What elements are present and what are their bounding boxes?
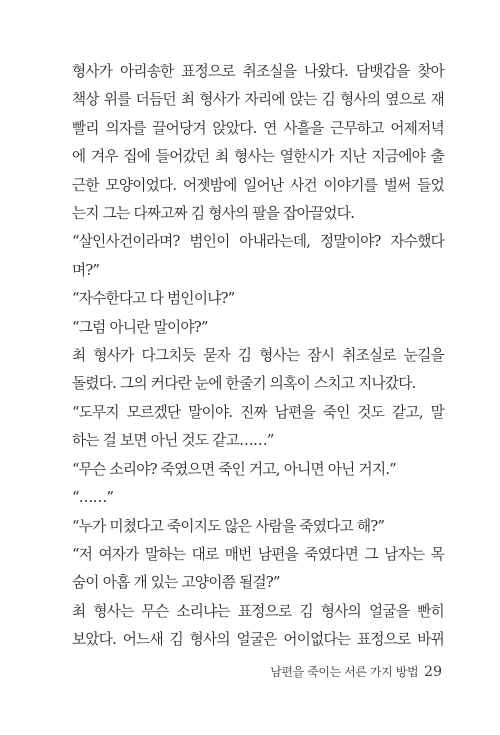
text-line: 책상 위를 더듬던 최 형사가 자리에 앉는 김 형사의 옆으로 재 — [72, 91, 444, 109]
text-line: 보았다. 어느새 김 형사의 얼굴은 어이없다는 표정으로 바뀌 — [72, 631, 444, 649]
text-line: “자수한다고 다 범인이냐?” — [72, 290, 235, 308]
dialogue-paragraph — [72, 484, 444, 512]
text-line: 며?” — [72, 261, 100, 279]
text-line: “무슨 소리야? 죽였으면 죽인 거고, 아니면 아닌 거지.” — [72, 460, 397, 478]
paragraph — [72, 598, 444, 655]
dialogue-paragraph — [72, 513, 444, 541]
paragraph — [72, 342, 444, 399]
dialogue-paragraph — [72, 541, 444, 598]
text-line: 하는 걸 보면 아닌 것도 같고……” — [72, 432, 274, 450]
body-text — [72, 58, 444, 655]
text-line: 돌렸다. 그의 커다란 눈에 한줄기 의혹이 스치고 지나갔다. — [72, 375, 416, 393]
paragraph — [72, 58, 444, 228]
text-line: 근한 모양이었다. 어젯밤에 일어난 사건 이야기를 벌써 들었 — [72, 176, 444, 194]
text-line: “그럼 아니란 말이야?” — [72, 318, 208, 336]
dialogue-paragraph — [72, 456, 444, 484]
text-line: 숨이 아홉 개 있는 고양이쯤 될걸?” — [72, 574, 280, 592]
book-title: 남편을 죽이는 서른 가지 방법 — [270, 665, 419, 679]
text-line: 는지 그는 다짜고짜 김 형사의 팔을 잡아끌었다. — [72, 205, 355, 223]
text-line: 에 겨우 집에 들어갔던 최 형사는 열한시가 지난 지금에야 출 — [72, 148, 444, 166]
text-line: 최 형사가 다그치듯 묻자 김 형사는 잠시 취조실로 눈길을 — [72, 347, 444, 365]
text-line: “도무지 모르겠단 말이야. 진짜 남편을 죽인 것도 같고, 말 — [72, 403, 444, 421]
text-line: “저 여자가 말하는 대로 매번 남편을 죽였다면 그 남자는 목 — [72, 545, 444, 563]
text-line: “살인사건이라며? 범인이 아내라는데, 정말이야? 자수했다 — [72, 233, 444, 251]
dialogue-paragraph — [72, 285, 444, 313]
page-number: 29 — [424, 664, 442, 680]
text-line: “……” — [72, 489, 114, 507]
text-line: 최 형사는 무슨 소리냐는 표정으로 김 형사의 얼굴을 빤히 — [72, 602, 444, 620]
text-line: 형사가 아리송한 표정으로 취조실을 나왔다. 담뱃갑을 찾아 — [72, 63, 444, 80]
dialogue-paragraph — [72, 314, 444, 342]
running-footer — [270, 663, 442, 680]
dialogue-paragraph — [72, 399, 444, 456]
text-line: 빨리 의자를 끌어당겨 앉았다. 연 사흘을 근무하고 어제저녁 — [72, 119, 444, 137]
dialogue-paragraph — [72, 228, 444, 285]
text-line: “누가 미쳤다고 죽이지도 않은 사람을 죽였다고 해?” — [72, 517, 385, 535]
